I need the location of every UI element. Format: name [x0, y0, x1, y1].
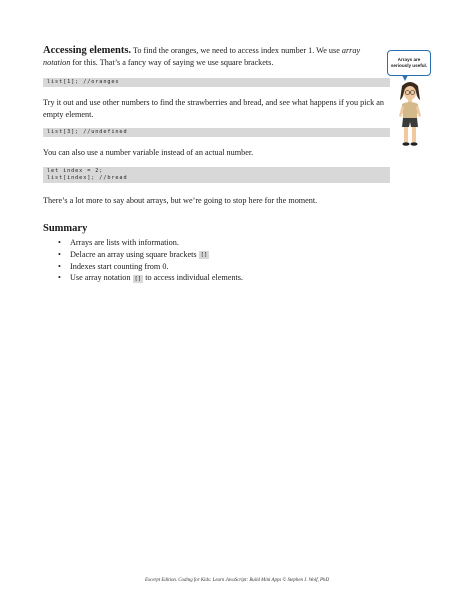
code-block-1	[43, 78, 390, 87]
character-illustration-icon	[390, 80, 430, 150]
inline-code: []	[200, 251, 208, 258]
summary-item	[60, 249, 243, 261]
speech-bubble	[387, 50, 431, 76]
summary-item	[60, 272, 243, 284]
inline-code: []	[134, 275, 142, 282]
paragraph-lead-heading: Accessing elements.	[43, 45, 132, 56]
summary-item	[60, 237, 243, 249]
paragraph-text: To find the oranges, we need to access index number 1. We use	[131, 46, 342, 55]
bubble-text: seriously useful.	[390, 62, 428, 68]
summary-item-text: Indexes start counting from 0.	[70, 261, 169, 271]
code-line: list[index]; //bread	[47, 175, 128, 181]
summary-item-text: Delacre an array using square brackets	[70, 249, 199, 259]
summary-heading: Summary	[43, 223, 88, 234]
code-block-2	[43, 128, 390, 137]
paragraph-text: for this. That’s a fancy way of saying we use square brackets.	[70, 57, 274, 67]
summary-item-text: to access individual elements.	[143, 273, 243, 283]
paragraph-try-it: Try it out and use other numbers to find the strawberries and bread, and see what happens if you pick an empty element.	[43, 98, 384, 119]
code-block-3	[43, 167, 390, 183]
paragraph-more-to-say: There’s a lot more to say about arrays, but we’re going to stop here for the moment.	[43, 196, 318, 205]
page-footer: Excerpt Edition. Coding for Kids: Learn JavaScript: Build Mini Apps © Stephen J. Wolf, PhD	[145, 578, 329, 583]
summary-item-text: Use array notation	[70, 273, 133, 283]
summary-list	[60, 237, 243, 284]
summary-item	[60, 261, 243, 273]
paragraph-accessing-elements	[43, 45, 383, 68]
code-line: let index = 2;	[47, 168, 104, 174]
summary-item-text: Arrays are lists with information.	[70, 238, 179, 247]
paragraph-number-variable: You can also use a number variable instead of an actual number.	[43, 148, 254, 157]
code-line: list[3]; //undefined	[47, 129, 128, 135]
code-line: list[1]; //oranges	[47, 79, 120, 85]
bubble-text: Arrays are	[397, 57, 421, 62]
emphasis-term: array notation	[43, 46, 361, 67]
